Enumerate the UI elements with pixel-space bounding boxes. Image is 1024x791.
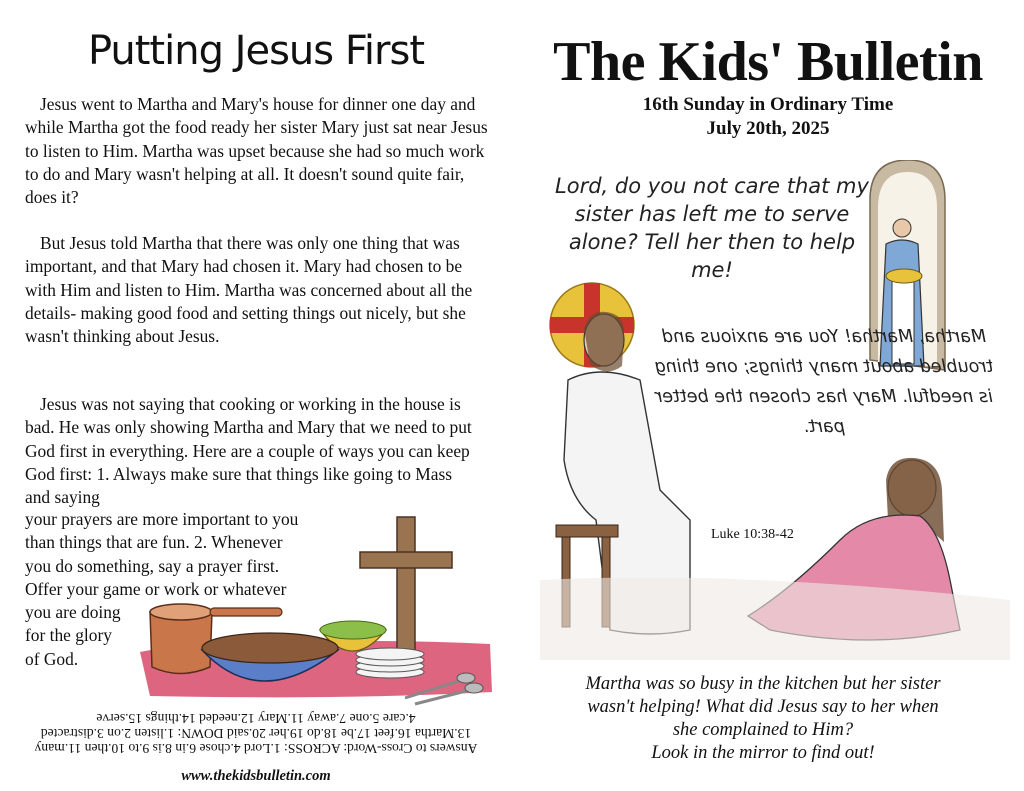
- wooden-stool: [556, 525, 618, 537]
- crossword-answers: [0, 711, 512, 756]
- liturgical-day: 16th Sunday in Ordinary Time: [642, 94, 894, 115]
- pot-handle: [210, 608, 282, 616]
- copper-pot: [150, 612, 212, 674]
- caption-line: Look in the mirror to find out!: [651, 743, 875, 763]
- answers-line: Answers to Cross-Word: ACROSS: 1.Lord 4.chose 6.in 8.is 9.to 10.then 11.many: [34, 741, 478, 756]
- story-line: of God.: [25, 648, 79, 669]
- answers-line: 4.care 5.one 7.away 11.Mary 12.needed 14.things 15.serve: [96, 711, 416, 726]
- wooden-cross-horizontal: [360, 552, 452, 568]
- story-line: you do something, say a prayer first.: [25, 555, 280, 576]
- plate: [356, 648, 424, 660]
- caption-line: Martha was so busy in the kitchen but her sister: [585, 674, 941, 694]
- martha-speech: Lord, do you not care that my sister has left me to serve alone? Tell her then to help me!: [555, 174, 869, 282]
- martha-bowl: [886, 269, 922, 283]
- bulletin-title: The Kids' Bulletin: [553, 31, 983, 93]
- story-line: your prayers are more important to you: [25, 509, 299, 529]
- left-page-title: Putting Jesus First: [87, 28, 425, 74]
- story-paragraph-1: Jesus went to Martha and Mary's house for dinner one day and while Martha got the food ready her sister Mary just sat near Jesus to listen to Him. Martha was upset because she had so much work to do and Mary wasn't helping at all. It doesn't sound quite fair, does it?: [25, 94, 488, 208]
- wooden-cross-vertical: [397, 517, 415, 657]
- answers-line: 13.Martha 16.feet 17.be 18.do 19.her 20.said DOWN: 1.listen 2.on 3.distracted: [40, 726, 472, 741]
- story-line: you are doing: [25, 602, 121, 623]
- story-paragraph-3: Jesus was not saying that cooking or working in the house is bad. He was only showing Martha and Mary that we need to put God first in everything. Here are a couple of ways you can keep God first: 1. Always make sure that things like going to Mass and saying: [25, 394, 472, 508]
- bulletin-date: July 20th, 2025: [706, 118, 830, 139]
- spoon-head: [465, 683, 483, 693]
- jesus-hair-beard: [584, 312, 624, 372]
- copper-pot-rim: [150, 604, 212, 620]
- caption-line: wasn't helping! What did Jesus say to her when: [587, 697, 939, 717]
- green-food: [320, 621, 386, 639]
- martha-head: [893, 219, 911, 237]
- story-line: Offer your game or work or whatever: [25, 578, 287, 599]
- brown-food: [202, 633, 338, 663]
- mirror-caption: [548, 673, 978, 765]
- caption-line: she complained to Him?: [672, 720, 854, 740]
- website-url[interactable]: www.thekidsbulletin.com: [181, 768, 331, 784]
- story-paragraph-2: But Jesus told Martha that there was only one thing that was important, and that Mary had chosen it. Mary had chosen to be with Him and listen to Him. Martha was concerned about all the details- making good food and setting things out nicely, but she wasn't thinking about Jesus.: [25, 233, 473, 347]
- scripture-reference: Luke 10:38-42: [711, 527, 794, 542]
- spoon-head: [457, 673, 475, 683]
- story-line: than things that are fun. 2. Whenever: [25, 532, 283, 553]
- jesus-speech-mirrored: Martha, Martha! You are anxious and troubled about many things; one thing is needful. Mary has chosen the better part.: [654, 327, 994, 437]
- kitchen-illustration: [140, 512, 510, 712]
- story-line: for the glory: [25, 625, 112, 646]
